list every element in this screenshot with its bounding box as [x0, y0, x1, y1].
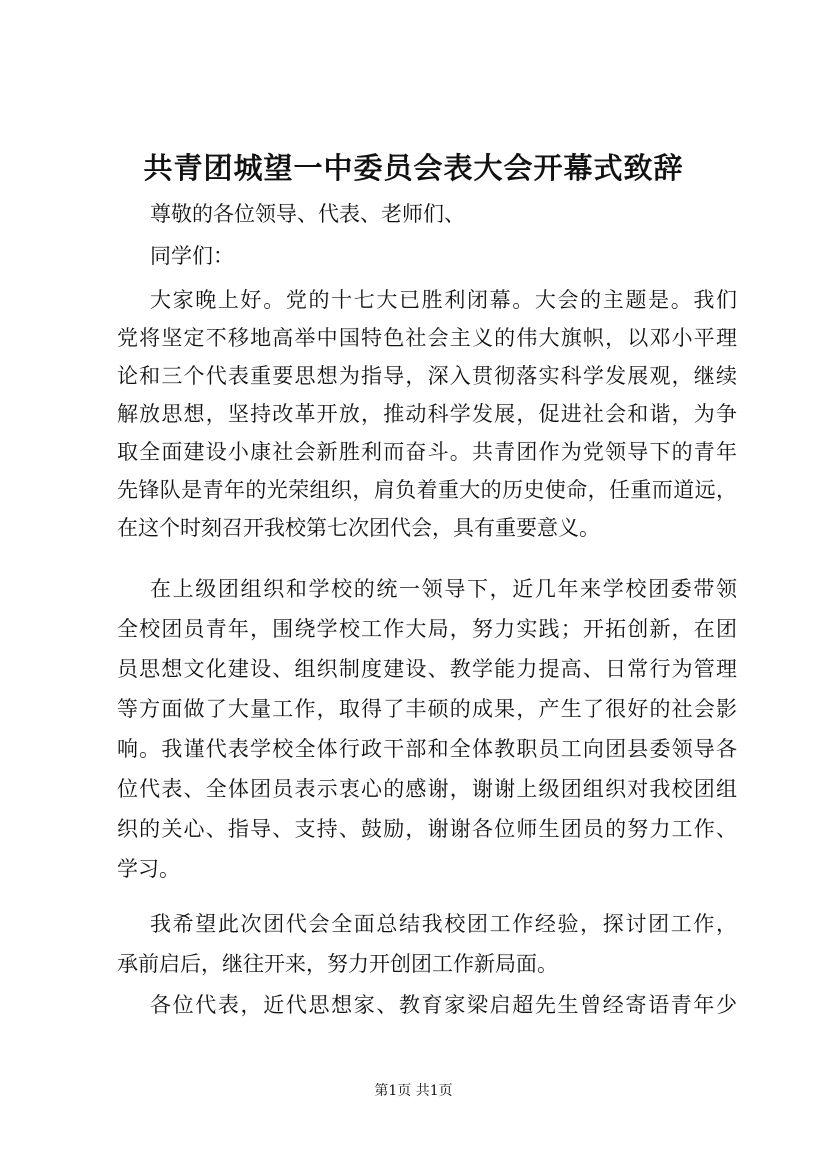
- paragraph-line: 在上级团组织和学校的统一领导下，近几年来学校团委带领: [150, 577, 737, 601]
- paragraph-line: 各位代表，近代思想家、教育家梁启超先生曾经寄语青年少: [150, 993, 737, 1017]
- document-title: 共青团城望一中委员会表大会开幕式致辞: [143, 151, 684, 185]
- paragraph-line: 响。我谨代表学校全体行政干部和全体教职员工向团县委领导各: [117, 737, 737, 761]
- paragraph-line: 员思想文化建设、组织制度建设、教学能力提高、日常行为管理: [117, 657, 737, 681]
- paragraph-line: 先锋队是青年的光荣组织，肩负着重大的历史使命，任重而道远，: [117, 478, 737, 502]
- salutation-line-2: 同学们：: [150, 244, 234, 268]
- paragraph-line: 解放思想，坚持改革开放，推动科学发展，促进社会和谐，为争: [117, 402, 737, 426]
- paragraph-line: 我希望此次团代会全面总结我校团工作经验，探讨团工作，: [150, 912, 737, 936]
- paragraph-line: 位代表、全体团员表示衷心的感谢，谢谢上级团组织对我校团组: [117, 777, 737, 801]
- paragraph-line: 党将坚定不移地高举中国特色社会主义的伟大旗帜，以邓小平理: [117, 326, 737, 350]
- paragraph-line: 全校团员青年，围绕学校工作大局，努力实践；开拓创新，在团: [117, 617, 737, 641]
- paragraph-line: 在这个时刻召开我校第七次团代会，具有重要意义。: [117, 516, 600, 540]
- paragraph-line: 织的关心、指导、支持、鼓励，谢谢各位师生团员的努力工作、: [117, 817, 737, 841]
- paragraph-line: 大家晚上好。党的十七大已胜利闭幕。大会的主题是。我们: [150, 288, 737, 312]
- paragraph-line: 承前启后，继往开来，努力开创团工作新局面。: [117, 952, 558, 976]
- salutation-line-1: 尊敬的各位领导、代表、老师们、: [150, 202, 465, 226]
- paragraph-line: 学习。: [117, 857, 180, 881]
- paragraph-line: 取全面建设小康社会新胜利而奋斗。共青团作为党领导下的青年: [117, 440, 737, 464]
- paragraph-line: 论和三个代表重要思想为指导，深入贯彻落实科学发展观，继续: [117, 364, 737, 388]
- page-number-footer: 第1页 共1页: [374, 1083, 453, 1099]
- paragraph-line: 等方面做了大量工作，取得了丰硕的成果，产生了很好的社会影: [117, 697, 737, 721]
